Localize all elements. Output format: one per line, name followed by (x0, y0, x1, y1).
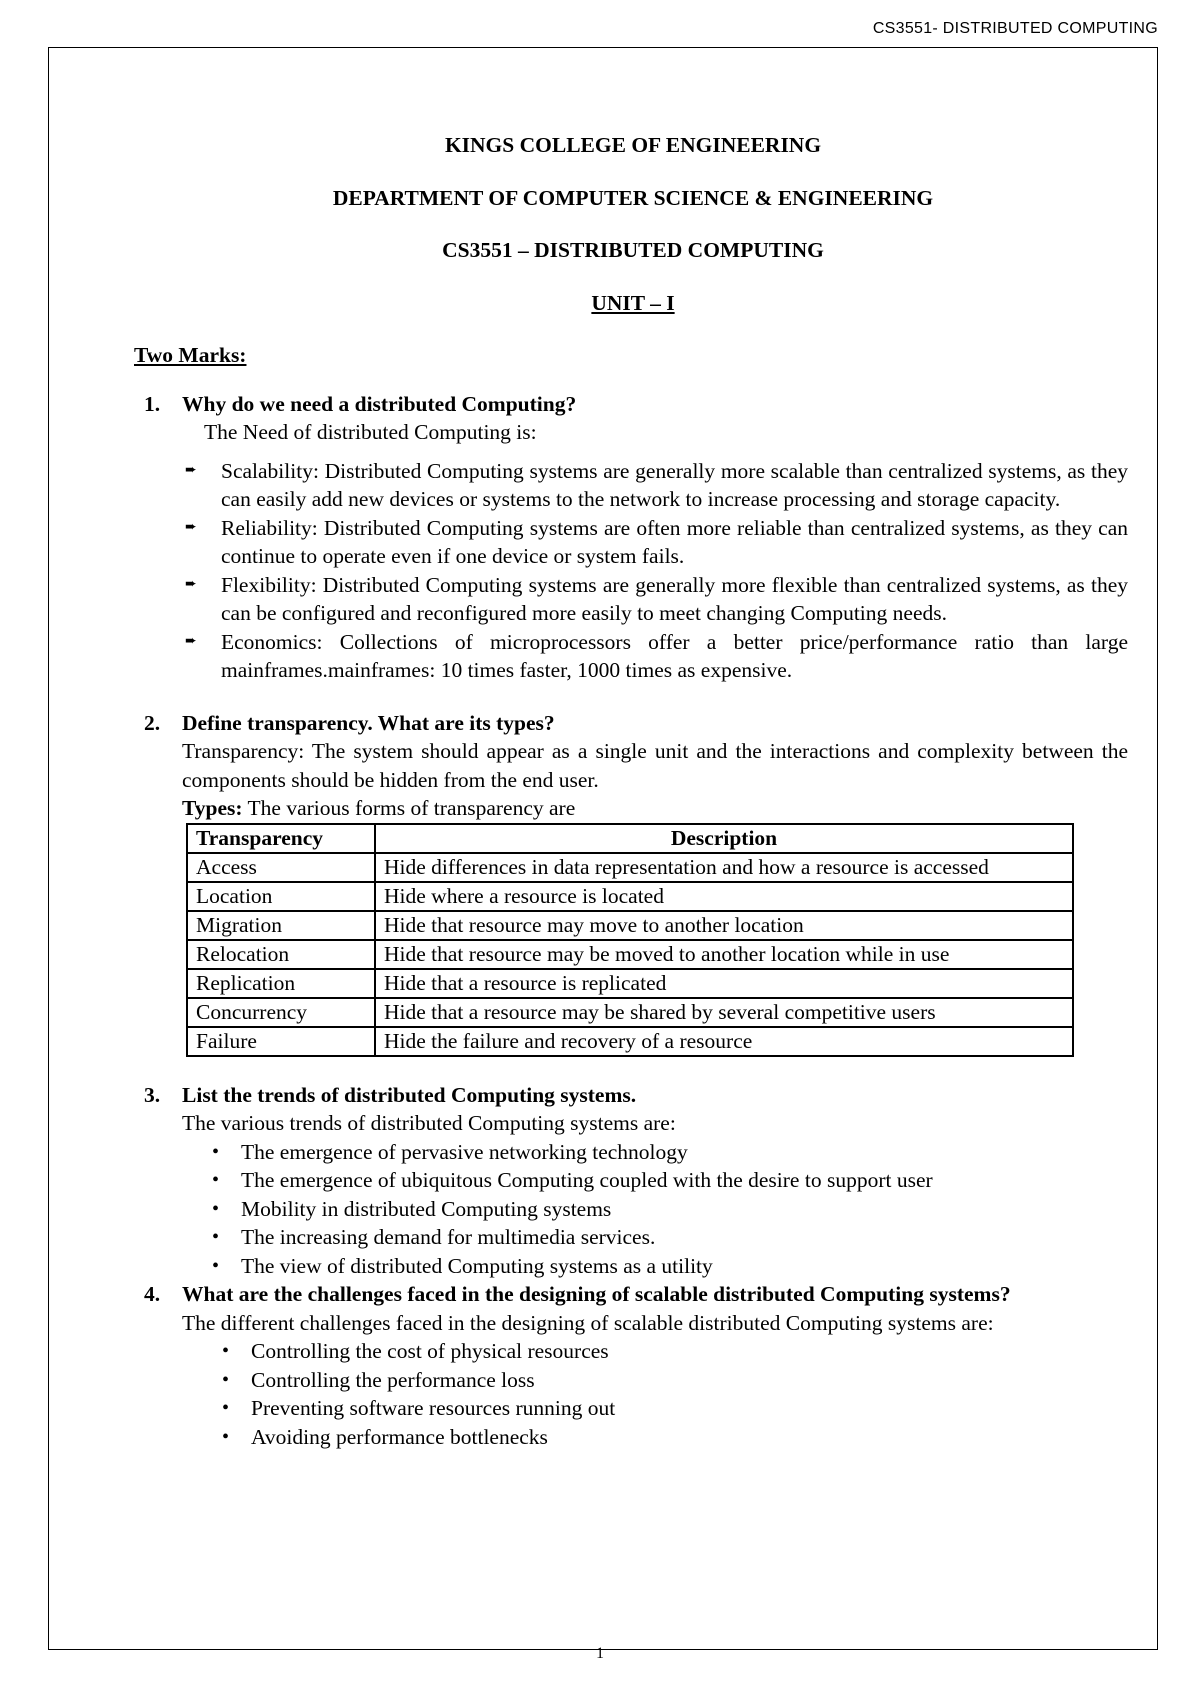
answer-intro: The various trends of distributed Computing systems are: (182, 1111, 676, 1135)
running-header: CS3551- DISTRIBUTED COMPUTING (872, 20, 1158, 37)
list-item: • The increasing demand for multimedia services. (206, 1223, 1138, 1252)
list-item: ➨ Reliability: Distributed Computing systems are often more reliable than centralized systems, as they can continue to operate even if one device or system fails. (185, 515, 1128, 568)
answer-intro: The Need of distributed Computing is: (204, 420, 537, 444)
bullet-dot-icon: • (212, 1197, 220, 1220)
question-text: List the trends of distributed Computing systems. (182, 1082, 637, 1107)
table-cell: Failure (187, 1027, 375, 1056)
arrow-bullet-icon: ➨ (185, 462, 197, 478)
table-cell: Hide that a resource may be shared by several competitive users (375, 998, 1073, 1027)
question-number: 4. (144, 1282, 161, 1306)
question-4 (128, 1280, 1138, 1451)
question-number: 2. (144, 710, 161, 735)
list-item: ➨ Scalability: Distributed Computing systems are generally more scalable than centralized systems, as they can easily add new devices or systems to the network to increase processing and storage capacity. (185, 458, 1128, 511)
table-row (187, 882, 1073, 911)
table-row (187, 1027, 1073, 1056)
table-cell: Relocation (187, 940, 375, 969)
table-header-row (187, 824, 1073, 853)
department-title: DEPARTMENT OF COMPUTER SCIENCE & ENGINEERING (332, 185, 934, 210)
table-row (187, 969, 1073, 998)
question-2 (128, 709, 1138, 1057)
list-item: • Avoiding performance bottlenecks (216, 1423, 1138, 1452)
table-row (187, 853, 1073, 882)
table-cell: Hide that resource may be moved to another location while in use (375, 940, 1073, 969)
list-item: • The emergence of pervasive networking technology (206, 1138, 1138, 1167)
bullet-dot-icon: • (212, 1226, 220, 1248)
column-header: Transparency (187, 824, 375, 853)
list-item: • Preventing software resources running out (216, 1394, 1138, 1423)
answer-list (206, 1138, 1138, 1281)
question-number: 3. (144, 1082, 161, 1107)
list-item: • Controlling the cost of physical resources (216, 1337, 1138, 1366)
page-number: 1 (596, 1645, 604, 1662)
column-header: Description (375, 824, 1073, 853)
table-cell: Hide the failure and recovery of a resource (375, 1027, 1073, 1056)
answer-definition: Transparency: The system should appear as a single unit and the interactions and complexity between the components should be hidden from the end user. (182, 739, 1128, 792)
college-title: KINGS COLLEGE OF ENGINEERING (444, 133, 822, 157)
question-3 (128, 1081, 1138, 1281)
table-cell: Replication (187, 969, 375, 998)
table-cell: Hide that a resource is replicated (375, 969, 1073, 998)
types-line (182, 794, 1138, 823)
list-item: ➨ Economics: Collections of microprocessors offer a better price/performance ratio than large mainframes.mainframes: 10 times faster, 1000 times as expensive. (185, 629, 1128, 682)
bullet-dot-icon: • (212, 1254, 220, 1277)
unit-title: UNIT – I (591, 290, 675, 315)
bullet-dot-icon: • (222, 1340, 230, 1362)
question-text: Define transparency. What are its types? (182, 710, 555, 735)
bullet-dot-icon: • (222, 1397, 230, 1419)
list-item: • Controlling the performance loss (216, 1366, 1138, 1395)
question-number: 1. (144, 391, 161, 416)
section-heading: Two Marks: (134, 343, 247, 367)
table-row (187, 940, 1073, 969)
table-cell: Location (187, 882, 375, 911)
table-cell: Migration (187, 911, 375, 940)
arrow-bullet-icon: ➨ (185, 576, 197, 592)
list-item: • The view of distributed Computing systems as a utility (206, 1252, 1138, 1281)
table-cell: Hide where a resource is located (375, 882, 1073, 911)
course-title: CS3551 – DISTRIBUTED COMPUTING (442, 238, 824, 262)
document-body (128, 128, 1138, 1451)
table-cell: Hide differences in data representation and how a resource is accessed (375, 853, 1073, 882)
table-cell: Access (187, 853, 375, 882)
arrow-bullet-icon: ➨ (185, 519, 197, 535)
types-label: Types: (182, 796, 243, 820)
answer-list (216, 1337, 1138, 1451)
table-row (187, 998, 1073, 1027)
question-1 (128, 390, 1138, 685)
list-item: • Mobility in distributed Computing systems (206, 1195, 1138, 1224)
answer-intro: The different challenges faced in the designing of scalable distributed Computing systems are: (182, 1310, 994, 1335)
list-item: • The emergence of ubiquitous Computing coupled with the desire to support user (206, 1166, 1138, 1195)
table-cell: Concurrency (187, 998, 375, 1027)
bullet-dot-icon: • (222, 1368, 230, 1391)
bullet-dot-icon: • (212, 1140, 220, 1163)
list-item: ➨ Flexibility: Distributed Computing systems are generally more flexible than centralized systems, as they can be configured and reconfigured more easily to meet changing Computing needs. (185, 572, 1128, 625)
table-cell: Hide that resource may move to another location (375, 911, 1073, 940)
answer-list (185, 457, 1138, 685)
arrow-bullet-icon: ➨ (185, 633, 197, 649)
table-row (187, 911, 1073, 940)
question-text: What are the challenges faced in the designing of scalable distributed Computing systems? (182, 1282, 1011, 1306)
bullet-dot-icon: • (212, 1169, 220, 1191)
question-text: Why do we need a distributed Computing? (182, 391, 577, 416)
bullet-dot-icon: • (222, 1425, 230, 1448)
types-text: The various forms of transparency are (242, 796, 576, 820)
transparency-table (186, 823, 1074, 1057)
